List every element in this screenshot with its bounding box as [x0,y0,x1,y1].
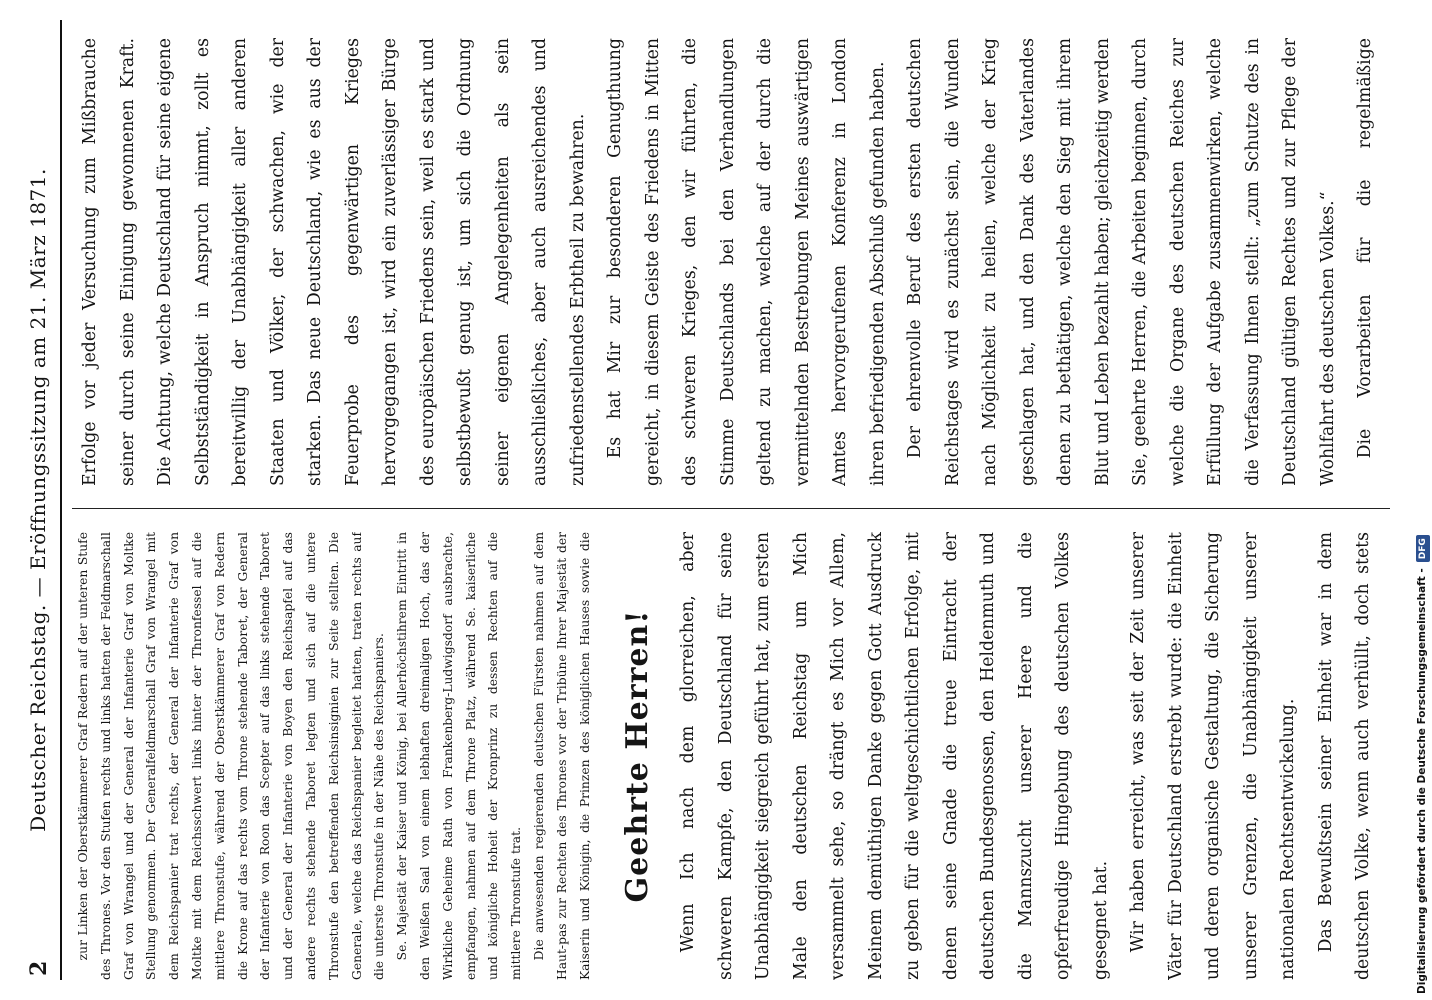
digitization-credit [1411,6,1429,994]
speech-paragraph: Das Bewußtsein seiner Einheit war in dem deutschen Volke, wenn auch verhüllt, doch stets [1315,532,1373,980]
speech-text [670,532,1392,980]
ceremony-report [72,532,602,980]
report-paragraph: zur Linken der Oberstkämmerer Graf Redern auf der unteren Stufe des Thrones. Vor den Stufen rechts und links hatten der Feldmarschall Graf von Wrangel und der General der Infanterie Graf von Moltke Stellung genommen. Der Generalfeldmarschall Graf von Wrangel mit dem Reichspanier trat rechts, der General der Infanterie Graf von Moltke mit dem Reichsschwert links hinter der Thronfessel auf die mittlere Thronstufe, während der Oberstkämmerer Graf von Redern die Krone auf das rechts vom Throne stehende Taboret, der General der Infanterie von Roon das Scepter auf das links stehende Taboret und der General der Infanterie von Boyen den Reichsapfel auf das andere rechts stehende Taboret legten und sich auf die untere Thronstufe den betreffenden Reichsinsignien zur Seite stellten. Die Generale, welche das Reichspanier begleitet hatten, traten rechts auf die unterste Thronstufe in der Nähe des Reichspaniers. [76,532,387,980]
digitization-credit-text [1413,6,1431,994]
rotated-page [20,20,1405,980]
left-column [72,532,1392,980]
header-rule [60,20,62,980]
speech-paragraph: Die Vorarbeiten für die regelmäßige [1355,38,1375,459]
speech-paragraph: Erfolge vor jeder Versuchung zum Mißbrauche seiner durch seine Einigung gewonnenen Kraft. Die Achtung, welche Deutschland für seine eigene Selbstständigkeit in Anspruch nimmt, zollt es bereitwillig der Unabhängigkeit aller anderen Staaten und Völker, der schwachen, wie der starken. Das neue Deutschland, wie es aus der Feuerprobe des gegenwärtigen Krieges hervorgegangen ist, wird ein zuverlässiger Bürge des europäischen Friedens sein, weil es stark und selbstbewußt genug ist, um sich die Ordnung seiner eigenen Angelegenheiten als sein ausschließliches, aber auch ausreichendes und zufriedenstellendes Erbtheil zu bewahren. [80,38,588,486]
speech-paragraph: Es hat Mir zur besonderen Genugthuung gereicht, in diesem Geiste des Friedens in Mitten des schweren Krieges, den wir führten, die Stimme Deutschlands bei den Verhandlungen geltend zu machen, welche auf der durch die vermittelnden Bestrebungen Meines auswärtigen Amtes hervorgerufenen Konferenz in London ihren befriedigenden Abschluß gefunden haben. [605,38,888,486]
credit-text: Digitalisierung gefördert durch die Deutsche Forschungsgemeinschaft - [1416,568,1428,994]
speech-paragraph: Der ehrenvolle Beruf des ersten deutschen Reichstages wird es zunächst sein, die Wunden nach Möglichkeit zu heilen, welche der Krieg geschlagen hat, und den Dank des Vaterlandes denen zu bethätigen, welche den Sieg mit ihrem Blut und Leben bezahlt haben; gleichzeitig werden Sie, geehrte Herren, die Arbeiten beginnen, durch welche die Organe des deutschen Reiches zur Erfüllung der Aufgabe zusammenwirken, welche die Verfassung Ihnen stellt: „zum Schutze des in Deutschland gültigen Rechtes und zur Pflege der Wohlfahrt des deutschen Volkes.“ [905,38,1338,486]
report-paragraph: Die anwesenden regierenden deutschen Fürsten nahmen auf dem Haut-pas zur Rechten des Thrones vor der Tribüne Ihrer Majestät der Kaiserin und Königin, die Prinzen des königlichen Hauses sowie die [531,532,592,980]
right-column [72,38,1392,486]
running-title: Deutscher Reichstag. — Eröffnungssitzung am 21. März 1871. [26,168,50,832]
report-paragraph: Se. Majestät der Kaiser und König, bei Allerhöchstihrem Eintritt in den Weißen Saal von einem lebhaften dreimaligen Hoch, das der Wirkliche Geheime Rath von Frankenberg-Ludwigsdorf ausbrachte, empfangen, nahmen auf dem Throne Platz, während Se. kaiserliche und königliche Hoheit der Kronprinz zu dessen Rechten auf die mittlere Thronstufe trat. [395,532,524,980]
speech-heading: Geehrte Herren! [620,609,655,903]
page-number: 2 [26,960,52,976]
speech-paragraph: Wenn Ich nach dem glorreichen, aber schweren Kampfe, den Deutschland für seine Unabhängigkeit siegreich geführt hat, zum ersten Male den deutschen Reichstag um Mich versammelt sehe, so drängt es Mich vor Allem, Meinem demüthigen Danke gegen Gott Ausdruck zu geben für die weltgeschichtlichen Erfolge, mit denen seine Gnade die treue Eintracht der deutschen Bundesgenossen, den Heldenmuth und die Mannszucht unserer Heere und die opferfreudige Hingebung des deutschen Volkes gesegnet hat. [678,532,1111,980]
speech-paragraph: Wir haben erreicht, was seit der Zeit unserer Väter für Deutschland erstrebt wurde: die Einheit und deren organische Gestaltung, die Sicherung unserer Grenzen, die Unabhängigkeit unserer nationalen Rechtsentwickelung. [1128,532,1298,980]
column-divider [72,508,1390,509]
page-header [24,20,58,980]
dfg-logo: DFG [1416,535,1430,562]
